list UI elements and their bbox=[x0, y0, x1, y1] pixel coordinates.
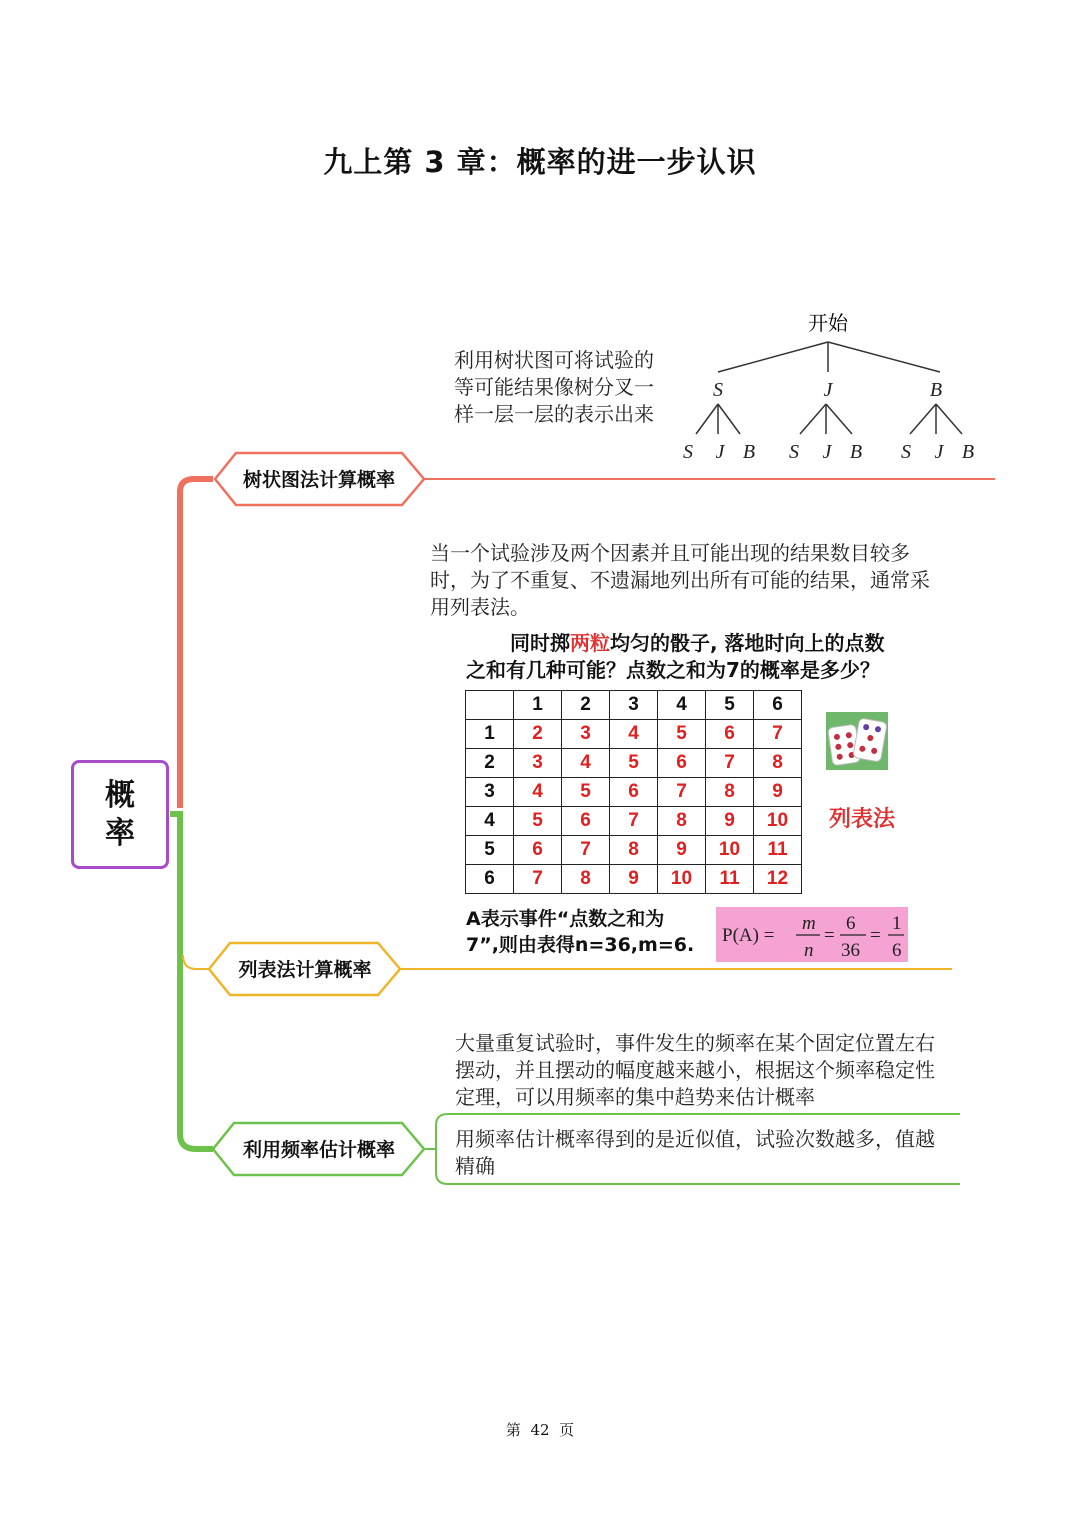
tree-leaf: S bbox=[901, 441, 911, 463]
page-title: 九上第 3 章：概率的进一步认识 bbox=[323, 145, 757, 179]
table-row bbox=[466, 807, 802, 836]
root-line2: 率 bbox=[105, 815, 135, 851]
table-cell: 5 bbox=[610, 749, 658, 778]
branch-frequency-label: 利用频率估计概率 bbox=[242, 1139, 396, 1161]
table-header-cell: 1 bbox=[514, 691, 562, 720]
trunk-red bbox=[180, 479, 213, 808]
table-cell: 8 bbox=[658, 807, 706, 836]
tree-leaf: J bbox=[715, 441, 725, 463]
tree-leaf: J bbox=[822, 441, 832, 463]
table-cell: 9 bbox=[610, 865, 658, 894]
formula-6b: 6 bbox=[892, 940, 902, 961]
tree-leaf: S bbox=[683, 441, 693, 463]
table-cell: 10 bbox=[706, 836, 754, 865]
table-header-cell: 6 bbox=[466, 865, 514, 894]
table-cell: 9 bbox=[754, 778, 802, 807]
table-cell: 7 bbox=[706, 749, 754, 778]
table-header-cell: 5 bbox=[466, 836, 514, 865]
formula-n: n bbox=[804, 940, 814, 961]
table-header-cell bbox=[466, 691, 514, 720]
table-header-cell: 1 bbox=[466, 720, 514, 749]
table-cell: 8 bbox=[706, 778, 754, 807]
trunk-yellow bbox=[183, 955, 213, 969]
table-header-cell: 2 bbox=[466, 749, 514, 778]
table-cell: 4 bbox=[514, 778, 562, 807]
tree-leaf: S bbox=[789, 441, 799, 463]
formula-m: m bbox=[802, 913, 816, 934]
table-cell: 8 bbox=[754, 749, 802, 778]
table-cell: 10 bbox=[658, 865, 706, 894]
table-cell: 12 bbox=[754, 865, 802, 894]
table-row bbox=[466, 749, 802, 778]
page-number: 第 42 页 bbox=[505, 1421, 575, 1439]
table-cell: 6 bbox=[610, 778, 658, 807]
table-cell: 10 bbox=[754, 807, 802, 836]
table-header-cell: 4 bbox=[658, 691, 706, 720]
table-row bbox=[466, 778, 802, 807]
trunk-green bbox=[170, 814, 213, 1149]
table-header-cell: 3 bbox=[610, 691, 658, 720]
root-line1: 概 bbox=[105, 777, 135, 813]
tree-diagram bbox=[660, 300, 990, 470]
table-cell: 9 bbox=[658, 836, 706, 865]
table-cell: 7 bbox=[562, 836, 610, 865]
root-node bbox=[71, 760, 169, 869]
tree-leaf: B bbox=[849, 441, 863, 463]
tree-start: 开始 bbox=[808, 311, 848, 335]
formula-eq2: = bbox=[870, 925, 881, 946]
branch-tree-label: 树状图法计算概率 bbox=[242, 469, 396, 491]
table-cell: 7 bbox=[754, 720, 802, 749]
table-cell: 11 bbox=[706, 865, 754, 894]
table-cell: 6 bbox=[658, 749, 706, 778]
table-header-cell: 3 bbox=[466, 778, 514, 807]
tree-leaf: B bbox=[961, 441, 975, 463]
tree-l1-s: S bbox=[713, 379, 723, 401]
tree-l1-b: B bbox=[929, 379, 943, 401]
formula-eq1: = bbox=[824, 925, 835, 946]
table-description: 当一个试验涉及两个因素并且可能出现的结果数目较多 时，为了不重复、不遗漏地列出所有可能的结果，通常采 用列表法。 bbox=[430, 541, 930, 619]
table-cell: 9 bbox=[706, 807, 754, 836]
dice-icon bbox=[826, 712, 888, 770]
table-cell: 2 bbox=[514, 720, 562, 749]
table-row bbox=[466, 836, 802, 865]
table-cell: 8 bbox=[562, 865, 610, 894]
table-cell: 5 bbox=[514, 807, 562, 836]
tree-leaf: B bbox=[742, 441, 756, 463]
formula-6: 6 bbox=[846, 913, 856, 934]
dice-sum-table bbox=[465, 690, 802, 894]
table-cell: 6 bbox=[562, 807, 610, 836]
branch-table-label: 列表法计算概率 bbox=[238, 959, 372, 981]
table-row bbox=[466, 720, 802, 749]
table-cell: 4 bbox=[562, 749, 610, 778]
dice-question: 同时掷两粒均匀的骰子, 落地时向上的点数 之和有几种可能？点数之和为7的概率是多少？ bbox=[466, 631, 885, 682]
table-header-cell: 2 bbox=[562, 691, 610, 720]
table-cell: 5 bbox=[562, 778, 610, 807]
formula-lhs: P(A) = bbox=[722, 925, 775, 946]
table-cell: 8 bbox=[610, 836, 658, 865]
table-cell: 11 bbox=[754, 836, 802, 865]
tree-leaf: J bbox=[934, 441, 944, 463]
table-header-cell: 4 bbox=[466, 807, 514, 836]
table-cell: 5 bbox=[658, 720, 706, 749]
table-row bbox=[466, 865, 802, 894]
table-method-label: 列表法 bbox=[829, 807, 896, 832]
table-cell: 7 bbox=[514, 865, 562, 894]
table-header-row bbox=[466, 691, 802, 720]
probability-formula bbox=[716, 907, 908, 962]
tree-description: 利用树状图可将试验的 等可能结果像树分叉一 样一层一层的表示出来 bbox=[454, 348, 654, 426]
formula-36: 36 bbox=[841, 940, 860, 961]
formula-1: 1 bbox=[892, 913, 902, 934]
table-cell: 3 bbox=[562, 720, 610, 749]
frequency-note: 用频率估计概率得到的是近似值，试验次数越多，值越 精确 bbox=[455, 1127, 935, 1178]
frequency-description: 大量重复试验时，事件发生的频率在某个固定位置左右 摆动，并且摆动的幅度越来越小，根据这个频率稳定性 定理，可以用频率的集中趋势来估计概率 bbox=[455, 1031, 935, 1109]
table-cell: 4 bbox=[610, 720, 658, 749]
table-cell: 6 bbox=[514, 836, 562, 865]
table-header-cell: 6 bbox=[754, 691, 802, 720]
tree-l1-j: J bbox=[823, 379, 833, 401]
table-header-cell: 5 bbox=[706, 691, 754, 720]
table-cell: 7 bbox=[658, 778, 706, 807]
table-cell: 3 bbox=[514, 749, 562, 778]
event-text: A表示事件“点数之和为 7”,则由表得n=36,m=6. bbox=[466, 908, 695, 956]
table-cell: 6 bbox=[706, 720, 754, 749]
table-cell: 7 bbox=[610, 807, 658, 836]
